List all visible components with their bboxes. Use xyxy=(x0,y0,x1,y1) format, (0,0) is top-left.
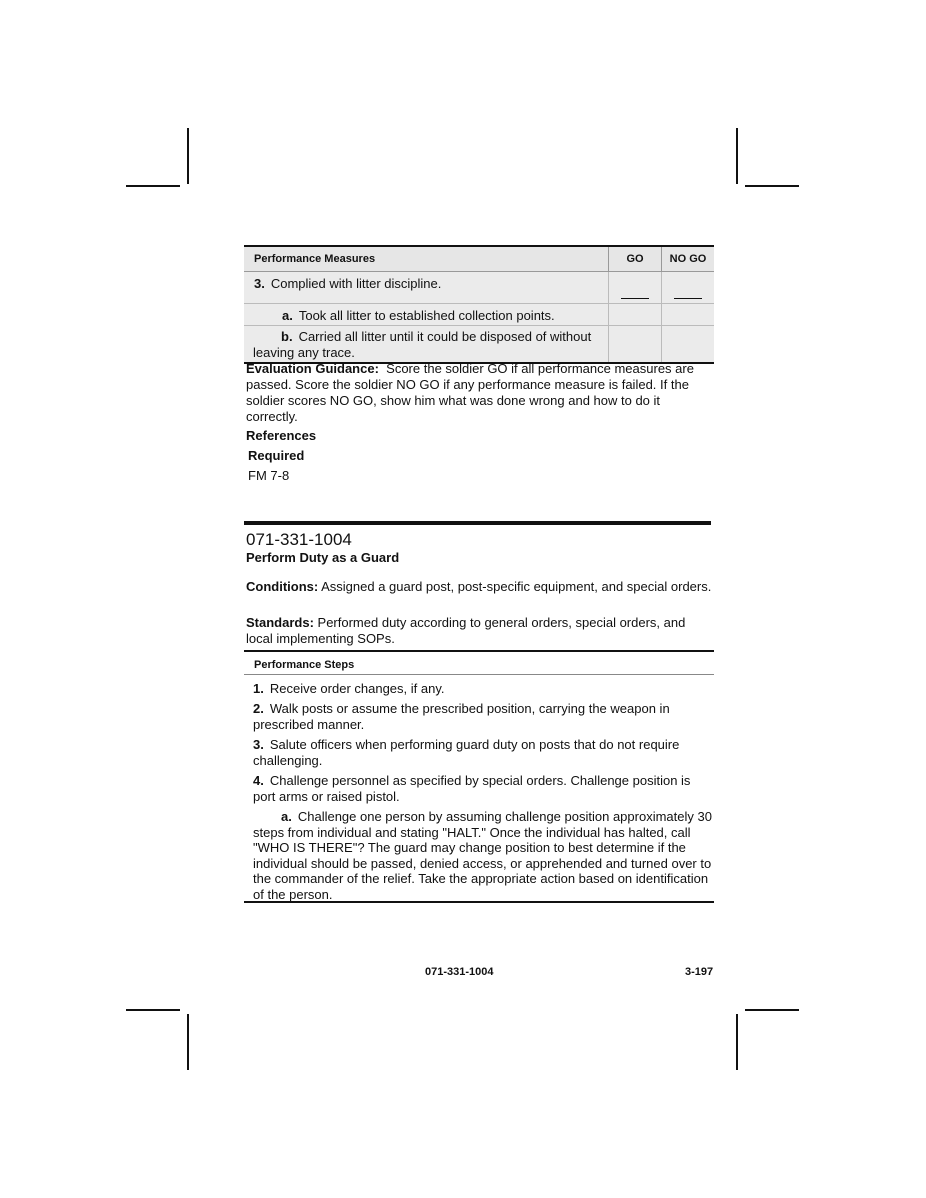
table-row xyxy=(244,304,714,326)
steps-top-rule xyxy=(244,650,714,652)
measure-number: b. xyxy=(281,329,293,344)
performance-measures-header: Performance Measures xyxy=(244,246,609,272)
references-heading: References xyxy=(246,428,317,443)
crop-mark-top-right-vertical xyxy=(736,128,738,184)
list-item: 1. Receive order changes, if any. xyxy=(253,681,445,696)
measure-text: Took all litter to established collection points. xyxy=(298,308,555,323)
measure-number: 3. xyxy=(254,276,265,291)
evaluation-guidance-text: Score the soldier GO if all performance measures are passed. Score the soldier NO GO if any performance measure is failed. If the soldier scores NO GO, show him what was done wrong and how to do it correctly. xyxy=(246,361,694,424)
performance-measures-table xyxy=(244,245,714,364)
measure-text: Carried all litter until it could be disposed of without leaving any trace. xyxy=(253,329,592,360)
no-go-column-header: NO GO xyxy=(662,246,715,272)
measure-number: a. xyxy=(282,308,293,323)
conditions-label: Conditions: xyxy=(246,579,319,594)
table-row xyxy=(244,272,714,304)
crop-mark-top-left-horizontal xyxy=(126,185,180,187)
crop-mark-top-right-horizontal xyxy=(745,185,799,187)
crop-mark-bottom-left-vertical xyxy=(187,1014,189,1070)
steps-bottom-rule xyxy=(244,901,714,903)
crop-mark-bottom-right-vertical xyxy=(736,1014,738,1070)
standards xyxy=(246,615,712,647)
standards-label: Standards: xyxy=(246,615,314,630)
evaluation-guidance-label: Evaluation Guidance: xyxy=(246,361,379,376)
footer-task-number: 071-331-1004 xyxy=(425,966,494,978)
required-label: Required xyxy=(248,448,305,463)
list-item: 2. Walk posts or assume the prescribed position, carrying the weapon in prescribed manner. xyxy=(253,701,670,732)
list-item: 4. Challenge personnel as specified by special orders. Challenge position is port arms or raised pistol. xyxy=(253,773,691,804)
list-item: 3. Salute officers when performing guard duty on posts that do not require challenging. xyxy=(253,737,680,768)
performance-steps-header: Performance Steps xyxy=(254,659,355,671)
no-go-blank[interactable] xyxy=(662,272,715,304)
conditions xyxy=(246,579,712,595)
list-item: a. Challenge one person by assuming challenge position approximately 30 steps from individual and stating "HALT." Once the individual has halted, call "WHO IS THERE"? The guard may change position to best determine if the individual should be passed, denied access, or apprehended and turned over to the commander of the relief. Take the appropriate action based on identification of the person. xyxy=(253,809,712,902)
table-header-row xyxy=(244,246,714,272)
steps-header-rule xyxy=(244,674,714,675)
table-row xyxy=(244,326,714,364)
measure-text: Complied with litter discipline. xyxy=(270,276,442,291)
task-number: 071-331-1004 xyxy=(246,530,352,549)
go-column-header: GO xyxy=(609,246,662,272)
standards-text: Performed duty according to general orders, special orders, and local implementing SOPs. xyxy=(246,615,686,646)
task-title: Perform Duty as a Guard xyxy=(246,550,400,565)
crop-mark-bottom-right-horizontal xyxy=(745,1009,799,1011)
page-number: 3-197 xyxy=(685,966,714,978)
evaluation-guidance xyxy=(246,361,712,425)
performance-steps-list xyxy=(253,681,713,906)
conditions-text: Assigned a guard post, post-specific equipment, and special orders. xyxy=(321,579,712,594)
crop-mark-bottom-left-horizontal xyxy=(126,1009,180,1011)
crop-mark-top-left-vertical xyxy=(187,128,189,184)
go-blank[interactable] xyxy=(609,272,662,304)
reference-item: FM 7-8 xyxy=(248,468,290,483)
task-divider xyxy=(244,521,711,525)
